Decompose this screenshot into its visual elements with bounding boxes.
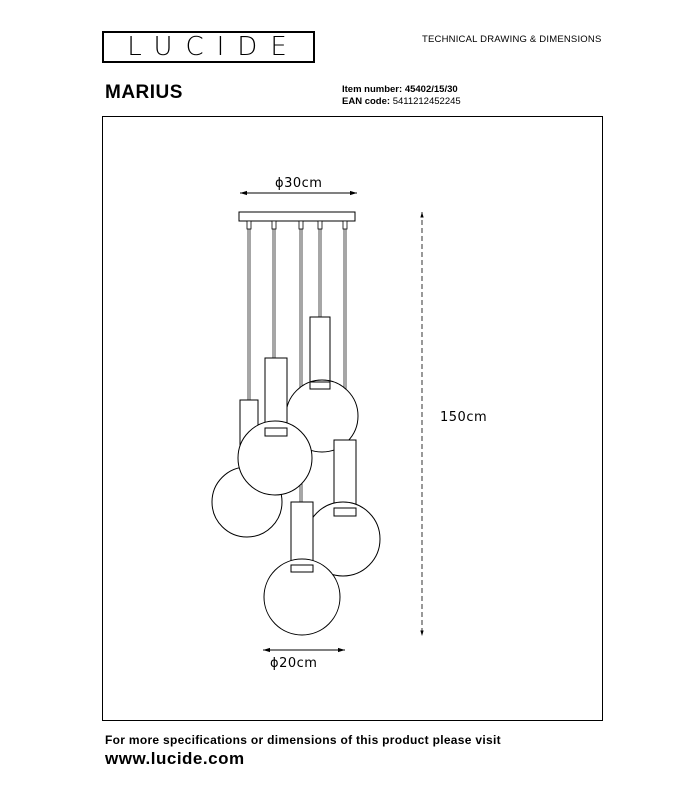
product-name: MARIUS (105, 82, 183, 103)
ean-label: EAN code: (342, 96, 391, 107)
pendant-d (306, 440, 380, 576)
height-label: 150cm (440, 410, 488, 425)
website-link[interactable]: www.lucide.com (105, 749, 245, 768)
cable-connectors (247, 221, 347, 229)
shade-dimension (263, 650, 345, 671)
canopy-plate (239, 212, 355, 221)
brand-logo: LUCIDE (102, 31, 315, 63)
height-dimension (422, 212, 487, 636)
ean-code: 5411212452245 (392, 96, 461, 107)
item-number-label: Item number: (342, 84, 403, 95)
item-number: 45402/15/30 (404, 84, 458, 95)
canopy-diameter-label: ϕ30cm (275, 176, 323, 191)
canopy-dimension (240, 176, 357, 193)
document-type: TECHNICAL DRAWING & DIMENSIONS (422, 34, 602, 45)
footer-note: For more specifications or dimensions of this product please visit (105, 733, 501, 747)
shade-diameter-label: ϕ20cm (270, 656, 318, 671)
